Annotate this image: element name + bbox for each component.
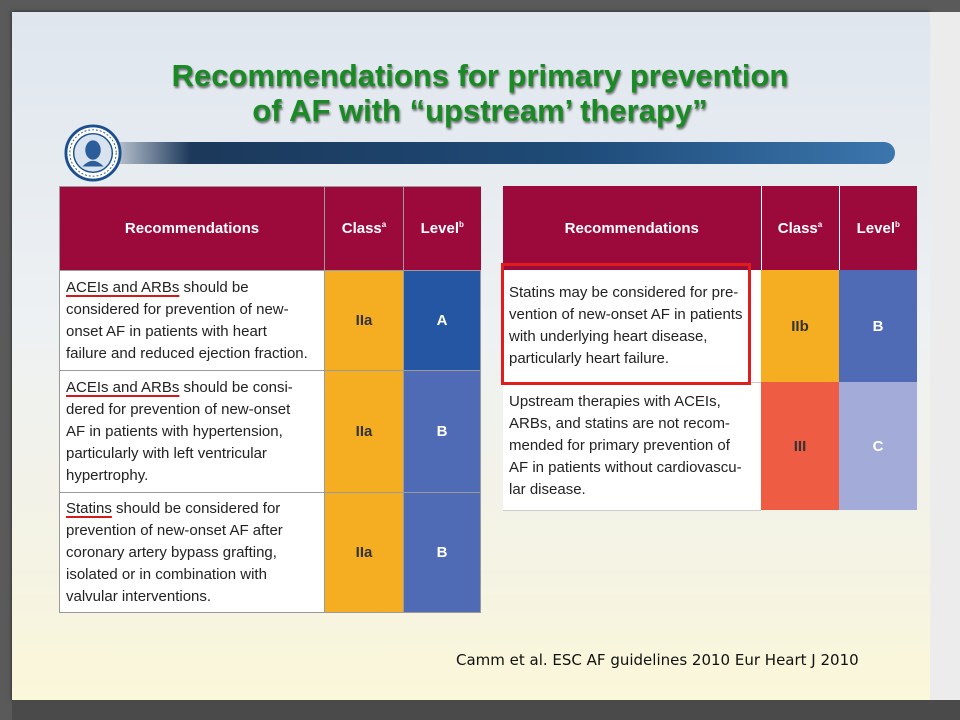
recommendation-text [60, 271, 325, 371]
window-bottom-edge [12, 700, 960, 720]
recommendation-text [60, 371, 325, 493]
header-class [761, 186, 839, 270]
citation-text: Camm et al. ESC AF guidelines 2010 Eur Heart J 2010 [456, 651, 859, 669]
underlined-drug-name: ACEIs and ARBs [66, 278, 180, 296]
header-class-label: Class [341, 220, 382, 237]
header-recommendations [60, 187, 325, 271]
text-line: Statins may be considered for pre- [509, 283, 739, 301]
header-level-label: Level [420, 220, 459, 237]
header-class [325, 187, 404, 271]
text-line: dered for prevention of new-onset [66, 400, 291, 418]
header-level-label: Level [856, 219, 895, 237]
text-line: prevention of new-onset AF after [66, 521, 283, 539]
text-line: AF in patients with hypertension, [66, 422, 283, 440]
text-line: particularly with left ventricular [66, 444, 267, 462]
level-cell: B [839, 270, 917, 382]
table-row [60, 371, 481, 493]
text-line: vention of new-onset AF in patients [509, 305, 743, 323]
table-header-row [503, 186, 917, 270]
title-line-1: Recommendations for primary prevention [171, 58, 789, 93]
class-cell: III [761, 382, 839, 510]
table-row [60, 271, 481, 371]
text-line: ARBs, and statins are not recom- [509, 415, 730, 432]
text-line: lar disease. [509, 481, 586, 498]
text-line: considered for prevention of new- [66, 300, 289, 318]
text-line: hypertrophy. [66, 466, 149, 484]
text-line: should be [179, 278, 249, 296]
header-level [839, 186, 917, 270]
header-class-label: Class [777, 219, 818, 237]
header-recommendations-label: Recommendations [124, 220, 260, 237]
header-class-sup: a [817, 219, 823, 229]
slide-title [40, 58, 920, 128]
header-level [404, 187, 481, 271]
table-row [60, 493, 481, 613]
header-level-sup: b [894, 219, 900, 229]
level-cell: B [404, 493, 481, 613]
text-line: particularly heart failure. [509, 349, 670, 367]
text-line: isolated or in combination with [66, 565, 267, 583]
red-highlight-box [501, 263, 751, 385]
title-line-2: of AF with “upstream’ therapy” [252, 93, 708, 128]
text-line: valvular interventions. [66, 587, 212, 605]
recommendation-text [503, 382, 761, 510]
left-recommendations-table [59, 186, 481, 613]
medical-society-seal-icon [64, 124, 122, 182]
header-class-sup: a [381, 220, 387, 229]
text-line: failure and reduced ejection fraction. [66, 344, 308, 362]
header-recommendations-label: Recommendations [564, 219, 699, 237]
text-line: mended for primary prevention of [509, 437, 730, 454]
window-edge [930, 12, 960, 708]
level-cell: C [839, 382, 917, 510]
level-cell: A [404, 271, 481, 371]
text-line: Upstream therapies with ACEIs, [509, 393, 721, 410]
recommendation-text [60, 493, 325, 613]
underlined-drug-name: ACEIs and ARBs [66, 378, 180, 396]
text-line: should be considered for [111, 499, 281, 517]
text-line: AF in patients without cardiovascu- [509, 459, 742, 476]
title-underline-bar [95, 142, 895, 164]
text-line: should be consi- [179, 378, 293, 396]
class-cell: IIa [325, 493, 404, 613]
underlined-drug-name: Statins [66, 499, 112, 517]
text-line: with underlying heart disease, [509, 327, 708, 345]
header-level-sup: b [458, 220, 464, 229]
table-header-row [60, 187, 481, 271]
text-line: onset AF in patients with heart [66, 322, 267, 340]
class-cell: IIa [325, 371, 404, 493]
level-cell: B [404, 371, 481, 493]
header-recommendations [503, 186, 761, 270]
class-cell: IIa [325, 271, 404, 371]
text-line: coronary artery bypass grafting, [66, 543, 277, 561]
table-row [503, 382, 917, 510]
class-cell: IIb [761, 270, 839, 382]
